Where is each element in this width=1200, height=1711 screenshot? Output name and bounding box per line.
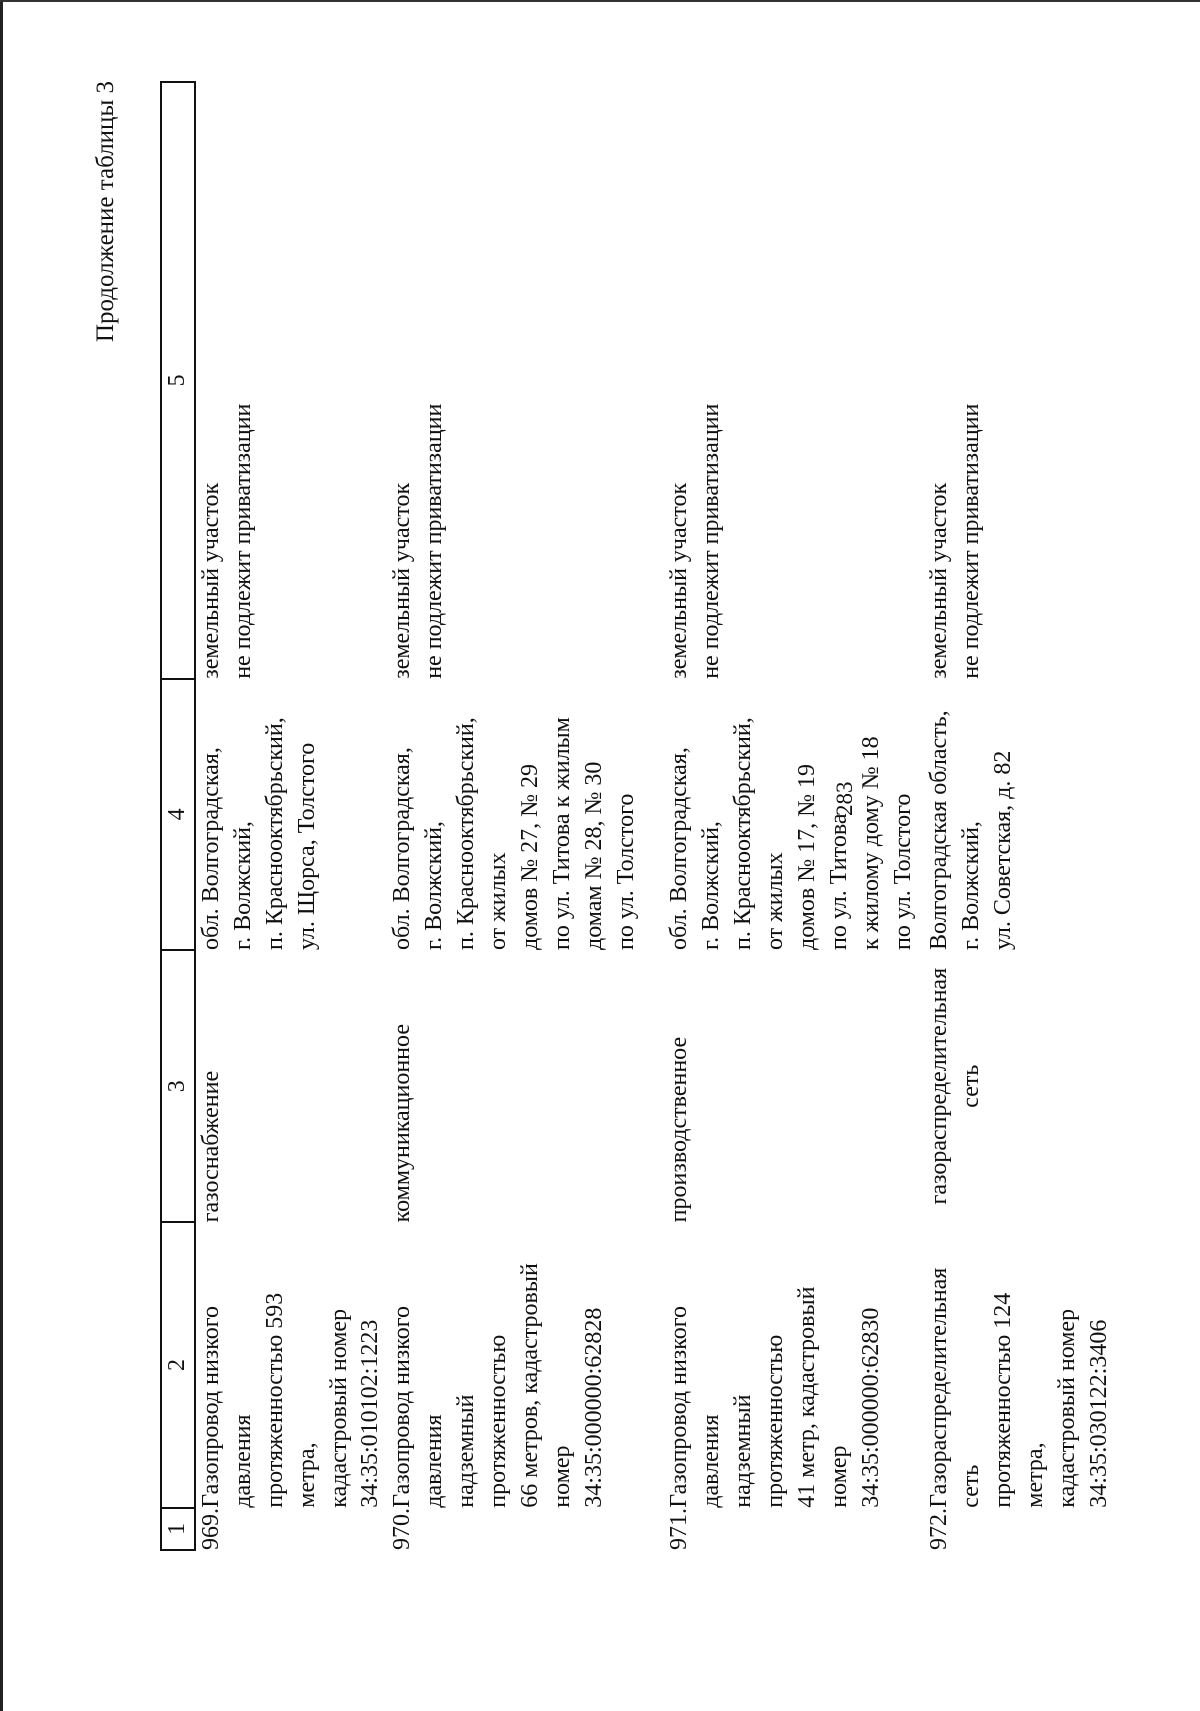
object-purpose: газораспределительная сеть — [926, 967, 985, 1205]
table-row — [924, 82, 1115, 1550]
object-purpose: производственное — [666, 1036, 693, 1223]
table-row — [387, 82, 664, 1550]
column-header-4: 4 — [161, 679, 195, 950]
row-number: 972. — [926, 1508, 953, 1550]
object-address: обл. Волгоградская, г. Волжский, п. Краснооктябрьский, от жилых домов № 27, № 29 по ул. Титова к жилым домам № 28, № 30 по ул. Толстого — [389, 717, 639, 951]
column-header-3: 3 — [161, 950, 195, 1222]
table-row — [664, 82, 924, 1550]
row-number: 970. — [389, 1508, 416, 1550]
object-name: Газопровод низкого давления протяженностью 593 метра, кадастровый номер 34:35:010102:1223 — [197, 1292, 384, 1508]
row-number: 969. — [197, 1508, 224, 1550]
object-note: земельный участок не подлежит приватизации — [389, 403, 448, 679]
property-table — [160, 81, 1116, 1551]
object-purpose: коммуникационное — [389, 1024, 416, 1223]
object-note: земельный участок не подлежит приватизации — [197, 403, 256, 679]
object-address: обл. Волгоградская, г. Волжский, п. Краснооктябрьский, ул. Щорса, Толстого — [197, 717, 320, 951]
column-header-2: 2 — [161, 1222, 195, 1507]
table-row — [195, 82, 387, 1550]
object-address: обл. Волгоградская, г. Волжский, п. Краснооктябрьский, от жилых домов № 17, № 19 по ул. Титова к жилому дому № 18 по ул. Толстого — [666, 717, 916, 951]
object-name: Газопровод низкого давления надземный протяженностью 66 метров, кадастровый номер 34:35:000000:62828 — [389, 1263, 607, 1508]
page-number: 283 — [832, 781, 857, 816]
object-name: Газораспределительная сеть протяженностью 124 метра, кадастровый номер 34:35:030122:3406 — [926, 1267, 1112, 1508]
object-purpose: газоснабжение — [197, 1070, 224, 1223]
continuation-title: Продолжение таблицы 3 — [92, 81, 119, 343]
object-name: Газопровод низкого давления надземный протяженностью 41 метр, кадастровый номер 34:35:000000:62830 — [666, 1286, 884, 1508]
column-header-5: 5 — [161, 82, 195, 679]
column-header-1: 1 — [161, 1508, 195, 1550]
object-note: земельный участок не подлежит приватизации — [666, 403, 725, 679]
table-header-row — [161, 82, 195, 1550]
object-address: Волгоградская область, г. Волжский, ул. Советская, д. 82 — [926, 710, 1017, 951]
object-note: земельный участок не подлежит приватизации — [926, 403, 985, 679]
row-number: 971. — [666, 1508, 693, 1550]
